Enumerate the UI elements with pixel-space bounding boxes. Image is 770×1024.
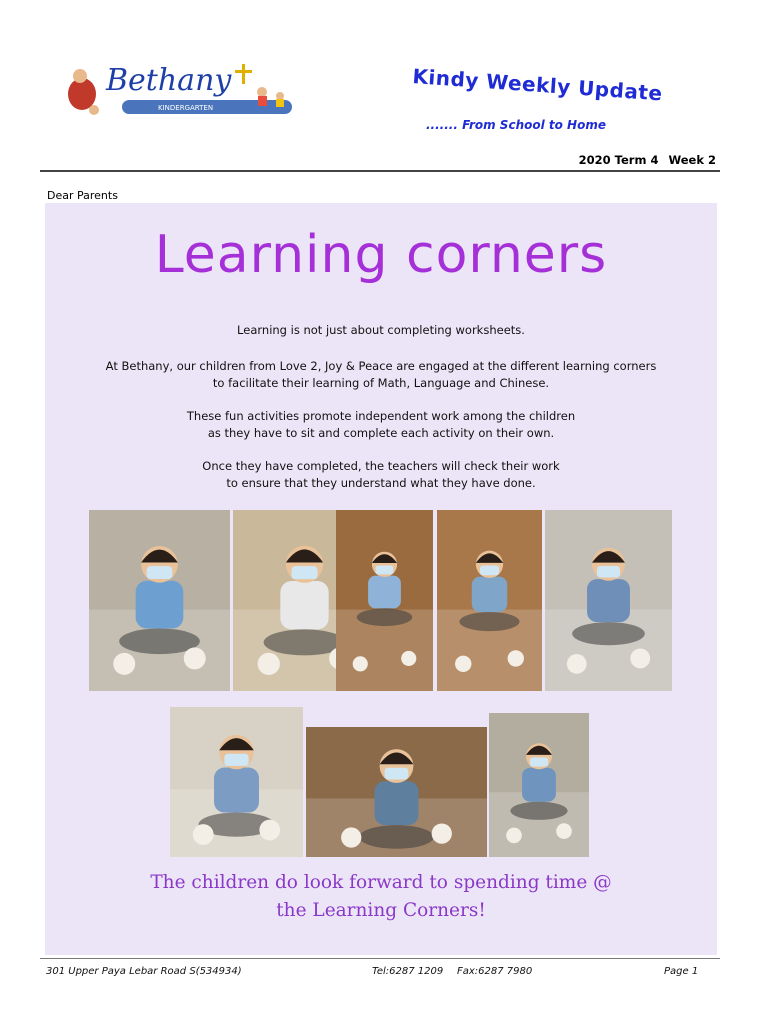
photo-1: [89, 510, 230, 691]
paragraph-1-line-1: Learning is not just about completing worksheets.: [237, 323, 525, 337]
footer-fax: Fax:6287 7980: [457, 966, 533, 977]
photo-3: [336, 510, 433, 691]
closing-caption: [45, 869, 717, 925]
footer-address: 301 Upper Paya Lebar Road S(534934): [46, 966, 242, 977]
photo-child-clock-activity: [545, 510, 672, 691]
term-week: [520, 153, 716, 167]
footer-divider: [40, 958, 720, 959]
footer-page: Page 1: [664, 966, 699, 977]
photo-6: [170, 707, 303, 857]
photo-5: [545, 510, 672, 691]
panel-heading: Learning corners: [154, 225, 608, 285]
paragraph-2-line-1: At Bethany, our children from Love 2, Joy & Peace are engaged at the different learning corners: [105, 359, 657, 373]
logo-name: Bethany: [106, 63, 232, 98]
greeting: Dear Parents: [47, 189, 118, 202]
term-label: 2020 Term 4: [578, 153, 659, 167]
newsletter-subtitle: ....... From School to Home: [426, 118, 606, 132]
paragraph-3-line-1: These fun activities promote independent work among the children: [186, 409, 576, 423]
photo-child-stringing-cards: [489, 713, 589, 857]
photo-4: [437, 510, 542, 691]
photo-7: [306, 727, 487, 857]
header-divider: [40, 170, 720, 172]
logo-tagline: KINDERGARTEN: [158, 104, 214, 112]
caption-line-2: the Learning Corners!: [276, 900, 486, 921]
newsletter-title: Kindy Weekly Update: [411, 64, 664, 106]
week-label: Week 2: [668, 153, 716, 167]
paragraph-3: [45, 408, 717, 442]
paragraph-2-line-2: to facilitate their learning of Math, Language and Chinese.: [212, 376, 550, 390]
photo-8: [489, 713, 589, 857]
photo-child-plate-activity: [437, 510, 542, 691]
bethany-logo: [62, 62, 310, 122]
paragraph-4-line-2: to ensure that they understand what they have done.: [226, 476, 536, 490]
photo-child-floor-flowers: [89, 510, 230, 691]
footer-tel: Tel:6287 1209: [372, 966, 444, 977]
content-panel: [45, 203, 717, 955]
paragraph-1: [45, 322, 717, 339]
paragraph-2: [45, 358, 717, 392]
paragraph-3-line-2: as they have to sit and complete each activity on their own.: [207, 426, 555, 440]
caption-line-1: The children do look forward to spending time @: [150, 872, 612, 893]
photo-child-matching-cards: [170, 707, 303, 857]
paragraph-4: [45, 458, 717, 492]
paragraph-4-line-1: Once they have completed, the teachers will check their work: [202, 459, 560, 473]
photo-child-hat-number-board: [306, 727, 487, 857]
photo-child-counting-board: [336, 510, 433, 691]
